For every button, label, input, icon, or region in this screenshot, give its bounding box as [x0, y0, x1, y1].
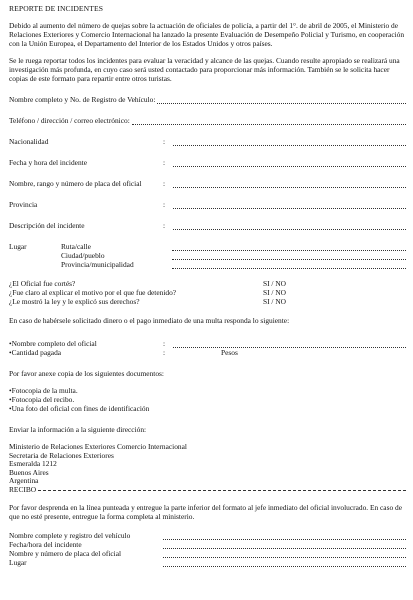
field-label: Teléfono / dirección / correo electrónico:: [9, 116, 130, 125]
location-label: Lugar: [9, 242, 27, 251]
fill-line[interactable]: [157, 96, 406, 104]
question-row: [9, 297, 406, 306]
address-line: Esmeralda 1212: [9, 459, 57, 469]
field-contact: [9, 116, 406, 125]
question-text: ¿Le mostró la ley y le explicó sus derechos?: [9, 297, 140, 306]
intro-paragraph-1: Debido al aumento del número de quejas sobre la actuación de oficiales de policía, a partir del 1°. de abril de 2005, el Ministerio de Relaciones Exteriores y Comercio Internacional ha lanzado la presente Evaluación de Desempeño Policial y Turismo, en cooperación con la Unión Europea, el Departamento del Interior de los Estados Unidos y otros países.: [9, 21, 405, 48]
yes-no-option[interactable]: SI / NO: [263, 279, 286, 288]
receipt-field: [9, 531, 406, 540]
receipt-fields: [9, 531, 406, 567]
field-label: Nombre completo y No. de Registro de Vehículo:: [9, 95, 156, 104]
field-name-registration: [9, 95, 406, 104]
attach-intro: Por favor anexe copia de los siguientes documentos:: [9, 369, 164, 378]
send-intro: Enviar la información a la siguiente dirección:: [9, 425, 147, 434]
yes-no-option[interactable]: SI / NO: [263, 297, 286, 306]
dashed-separator: [38, 489, 406, 491]
location-street: [61, 242, 406, 251]
incident-report-form: [9, 4, 406, 567]
field-label: Nombre, rango y número de placa del oficial: [9, 179, 142, 188]
fill-line[interactable]: [173, 138, 406, 146]
field-label: •Nombre completo del oficial: [9, 339, 97, 348]
form-title: REPORTE DE INCIDENTES: [9, 4, 104, 13]
sub-label: Ruta/calle: [61, 242, 91, 251]
field-colon: :: [163, 339, 166, 348]
field-label: Descripción del incidente: [9, 221, 85, 230]
fill-line[interactable]: [172, 243, 406, 251]
sub-label: Provincia/municipalidad: [61, 260, 134, 269]
list-item: •Una foto del oficial con fines de identificación: [9, 404, 150, 413]
fill-line[interactable]: [172, 252, 406, 260]
field-label: Nombre complete y registro del vehículo: [9, 530, 131, 540]
intro-paragraph-2: Se le ruega reportar todos los incidentes para evaluar la veracidad y alcance de las quejas. Cuando resulte apropiado se realizará una investigación más profunda, en cuyo caso será usted contactado para proporcionar más información. También se le solicita hacer copias de este formato para repartir entre otros turistas.: [9, 56, 400, 83]
field-colon: :: [163, 200, 166, 209]
field-amount-paid: [9, 348, 406, 357]
fill-line[interactable]: [163, 532, 406, 540]
field-colon: :: [163, 348, 166, 357]
fill-line[interactable]: [173, 159, 406, 167]
location-municipality: [61, 260, 406, 269]
question-text: ¿Fue claro al explicar el motivo por el que fue detenido?: [9, 288, 177, 297]
fill-line[interactable]: [163, 541, 406, 549]
cut-line: [9, 485, 406, 495]
fill-line[interactable]: [132, 117, 406, 125]
fill-line[interactable]: [172, 261, 406, 269]
field-colon: :: [163, 137, 166, 146]
fill-line[interactable]: [173, 180, 406, 188]
document-list: [9, 386, 406, 413]
yes-no-questions: [9, 279, 406, 306]
receipt-field: [9, 558, 406, 567]
field-description: [9, 221, 406, 230]
receipt-instructions: Por favor desprenda en la línea punteada y entregue la parte inferior del formato al jefe inmediato del oficial involucrado. En caso de que no esté presente, entregue la forma completa al ministerio.: [9, 502, 402, 521]
receipt-field: [9, 549, 406, 558]
field-officer-fullname: [9, 339, 406, 348]
field-label: Nacionalidad: [9, 137, 49, 146]
location-city: [61, 251, 406, 260]
field-label: •Cantidad pagada: [9, 348, 62, 357]
field-label: Nombre y número de placa del oficial: [9, 548, 122, 558]
field-officer: [9, 179, 406, 188]
question-row: [9, 279, 406, 288]
fill-line[interactable]: [173, 340, 406, 348]
fill-line[interactable]: [163, 559, 406, 567]
field-location: [9, 242, 406, 269]
field-colon: :: [163, 221, 166, 230]
question-row: [9, 288, 406, 297]
address-line: Argentina: [9, 476, 39, 486]
field-nationality: [9, 137, 406, 146]
list-item: •Fotocopia de la multa.: [9, 386, 78, 395]
field-label: Lugar: [9, 557, 27, 567]
fill-line[interactable]: [163, 550, 406, 558]
receipt-field: [9, 540, 406, 549]
receipt-title: RECIBO: [9, 485, 37, 495]
question-text: ¿El Oficial fue cortés?: [9, 279, 76, 288]
currency-label: Pesos: [221, 348, 238, 357]
money-intro: En caso de habérsele solicitado dinero o el pago inmediato de una multa responda lo siguiente:: [9, 316, 290, 325]
field-datetime: [9, 158, 406, 167]
fill-line[interactable]: [173, 201, 406, 209]
field-colon: :: [163, 158, 166, 167]
address-line: Ministerio de Relaciones Exteriores Comercio Internacional: [9, 442, 187, 451]
yes-no-option[interactable]: SI / NO: [263, 288, 286, 297]
field-province: [9, 200, 406, 209]
fill-line[interactable]: [173, 222, 406, 230]
address-line: Secretaria de Relaciones Exteriores: [9, 450, 114, 460]
address-line: Buenos Aires: [9, 467, 49, 477]
field-label: Fecha y hora del incidente: [9, 158, 87, 167]
sub-label: Ciudad/pueblo: [61, 251, 105, 260]
field-label: Provincia: [9, 200, 38, 209]
mailing-address: [9, 442, 406, 485]
field-colon: :: [163, 179, 166, 188]
field-label: Fecha/hora del incidente: [9, 539, 82, 549]
list-item: •Fotocopia del recibo.: [9, 395, 75, 404]
